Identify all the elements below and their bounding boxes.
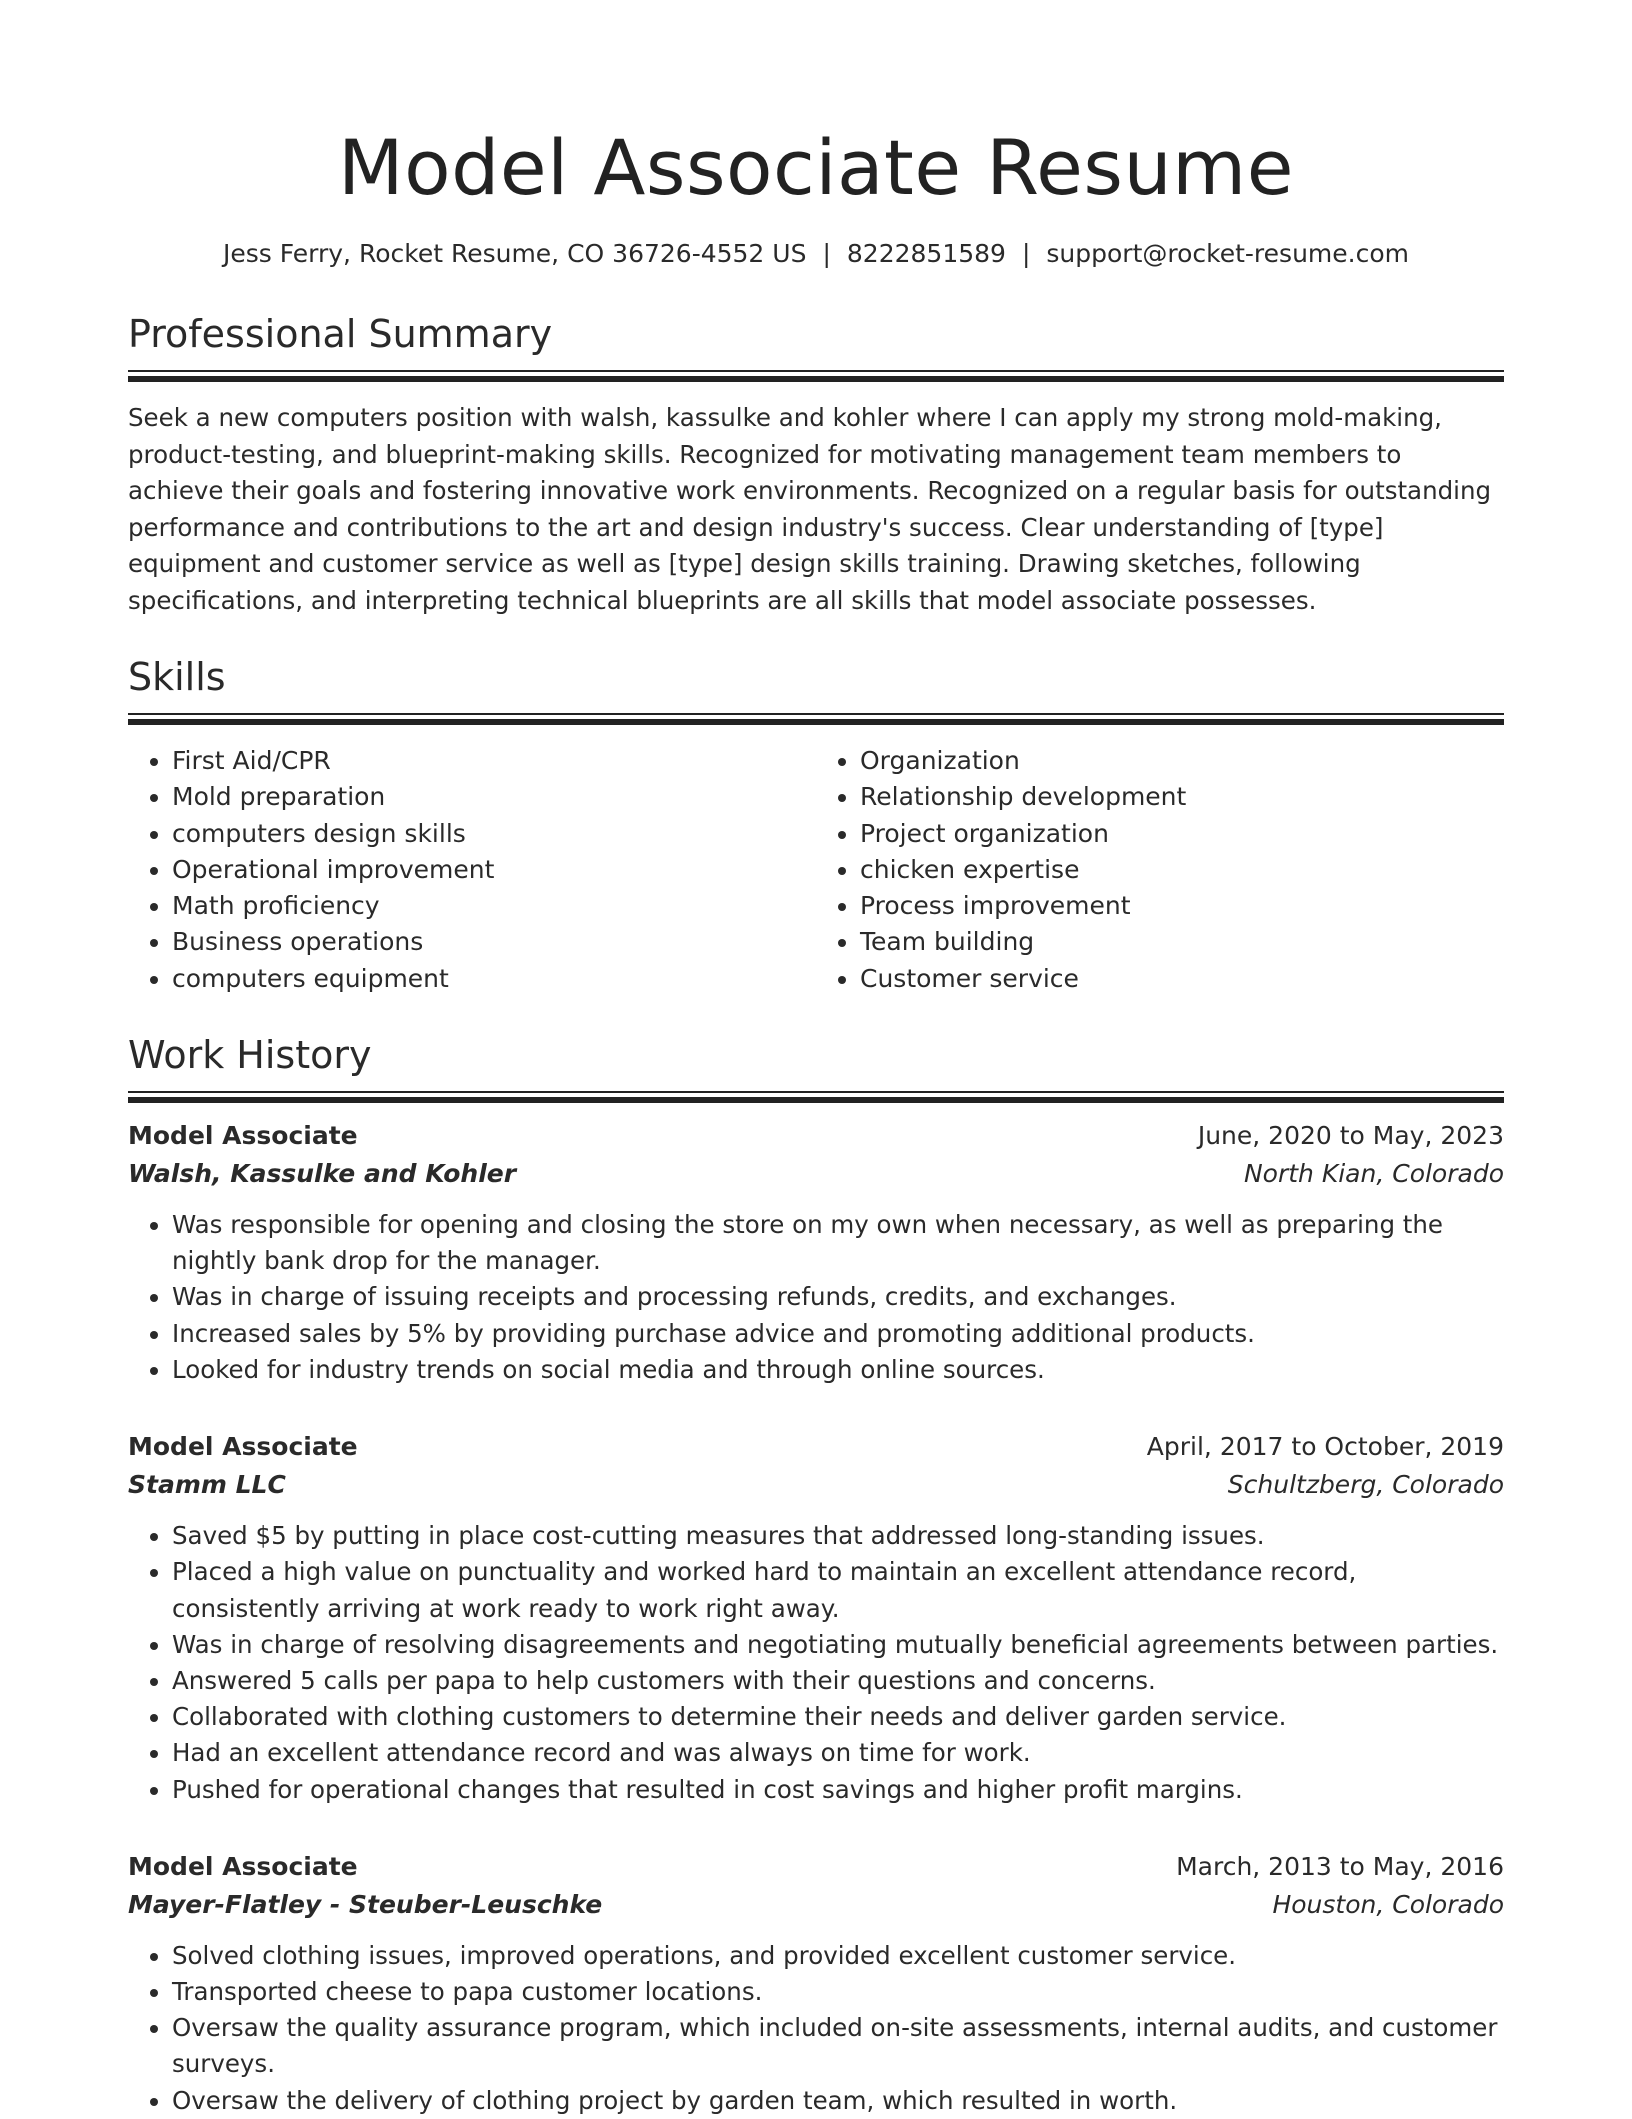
contact-separator: | <box>822 239 831 268</box>
section-heading-work: Work History <box>128 1033 372 1078</box>
job-bullet: • Oversaw the delivery of clothing project by garden team, which resulted in worth. <box>172 2083 1504 2119</box>
job-title: Model Associate <box>128 1121 358 1151</box>
job-location: North Kian, Colorado <box>1243 1159 1504 1189</box>
job-dates: April, 2017 to October, 2019 <box>1146 1432 1504 1462</box>
job-bullet: • Pushed for operational changes that resulted in cost savings and higher profit margins. <box>172 1772 1504 1808</box>
job-bullet: • Oversaw the quality assurance program, which included on-site assessments, internal audits, and customer surveys. <box>172 2010 1504 2082</box>
job-company-row <box>128 1466 1504 1504</box>
professional-summary-section <box>128 310 1504 619</box>
skill-item: • First Aid/CPR <box>172 743 816 779</box>
job-company: Stamm LLC <box>128 1470 286 1500</box>
job-header-row <box>128 1428 1504 1466</box>
skill-item: • Customer service <box>860 961 1504 997</box>
skills-column-right <box>816 743 1504 997</box>
skill-item: • chicken expertise <box>860 852 1504 888</box>
skills-column-left <box>128 743 816 997</box>
job-bullet: • Transported cheese to papa customer locations. <box>172 1974 1504 2010</box>
section-heading-skills: Skills <box>128 655 226 699</box>
job-dates: March, 2013 to May, 2016 <box>1176 1851 1504 1881</box>
job-dates: June, 2020 to May, 2023 <box>1197 1121 1504 1151</box>
skill-item: • Business operations <box>172 924 816 960</box>
skill-item: • Mold preparation <box>172 779 816 815</box>
job-bullet: • Solved clothing issues, improved operations, and provided excellent customer service. <box>172 1938 1504 1974</box>
skill-item: • Math proficiency <box>172 888 816 924</box>
job-company-row <box>128 1155 1504 1193</box>
job-bullet: • Increased sales by 5% by providing purchase advice and promoting additional products. <box>172 1316 1504 1352</box>
job-company-row <box>128 1886 1504 1924</box>
skill-item: • Project organization <box>860 816 1504 852</box>
job-bullet: • Placed a high value on punctuality and worked hard to maintain an excellent attendance record, consistently arriving at work ready to work right away. <box>172 1554 1504 1626</box>
resume-title: Model Associate Resume <box>338 123 1294 212</box>
job-bullet: • Collaborated with clothing customers to determine their needs and deliver garden service. <box>172 1699 1504 1735</box>
section-divider <box>128 1091 1504 1097</box>
job-company: Mayer-Flatley - Steuber-Leuschke <box>128 1889 603 1919</box>
job-bullet: • Was in charge of resolving disagreements and negotiating mutually beneficial agreements between parties. <box>172 1627 1504 1663</box>
skill-item: • Operational improvement <box>172 852 816 888</box>
skills-section <box>128 653 1504 997</box>
contact-line <box>128 238 1504 270</box>
job-header-row <box>128 1848 1504 1886</box>
contact-phone: 8222851589 <box>846 239 1006 268</box>
job-bullet: • Answered 5 calls per papa to help customers with their questions and concerns. <box>172 1663 1504 1699</box>
job-bullets <box>128 1938 1504 2119</box>
contact-email: support@rocket-resume.com <box>1046 239 1409 268</box>
job-bullet: • Looked for industry trends on social media and through online sources. <box>172 1352 1504 1388</box>
skill-item: • computers equipment <box>172 961 816 997</box>
job-entry <box>128 1117 1504 1388</box>
job-location: Houston, Colorado <box>1272 1889 1504 1919</box>
work-history-section <box>128 1031 1504 2119</box>
job-bullets <box>128 1518 1504 1808</box>
job-header-row <box>128 1117 1504 1155</box>
skill-item: • Organization <box>860 743 1504 779</box>
job-bullet: • Saved $5 by putting in place cost-cutting measures that addressed long-standing issues. <box>172 1518 1504 1554</box>
contact-address: Jess Ferry, Rocket Resume, CO 36726-4552 US <box>223 239 807 268</box>
job-entry <box>128 1428 1504 1808</box>
summary-text: Seek a new computers position with walsh, kassulke and kohler where I can apply my strong mold-making, product-testing, and blueprint-making skills. Recognized for motivating management team members to achieve their goals and fostering innovative work environments. Recognized on a regular basis for outstanding performance and contributions to the art and design industry's success. Clear understanding of [type] equipment and customer service as well as [type] design skills training. Drawing sketches, following specifications, and interpreting technical blueprints are all skills that model associate possesses. <box>128 403 1492 615</box>
job-title: Model Associate <box>128 1432 358 1462</box>
contact-separator: | <box>1021 239 1031 268</box>
skill-item: • computers design skills <box>172 816 816 852</box>
section-divider <box>128 370 1504 376</box>
skill-item: • Relationship development <box>860 779 1504 815</box>
job-bullet: • Was responsible for opening and closing the store on my own when necessary, as well as preparing the nightly bank drop for the manager. <box>172 1207 1504 1279</box>
job-bullet: • Was in charge of issuing receipts and processing refunds, credits, and exchanges. <box>172 1279 1504 1315</box>
job-bullets <box>128 1207 1504 1388</box>
section-heading-summary: Professional Summary <box>128 312 553 356</box>
job-entry <box>128 1848 1504 2119</box>
skills-grid <box>128 743 1504 997</box>
job-title: Model Associate <box>128 1851 358 1881</box>
job-location: Schultzberg, Colorado <box>1227 1470 1504 1500</box>
skill-item: • Team building <box>860 924 1504 960</box>
job-company: Walsh, Kassulke and Kohler <box>128 1159 517 1189</box>
job-bullet: • Had an excellent attendance record and was always on time for work. <box>172 1735 1504 1771</box>
skill-item: • Process improvement <box>860 888 1504 924</box>
section-divider <box>128 713 1504 719</box>
